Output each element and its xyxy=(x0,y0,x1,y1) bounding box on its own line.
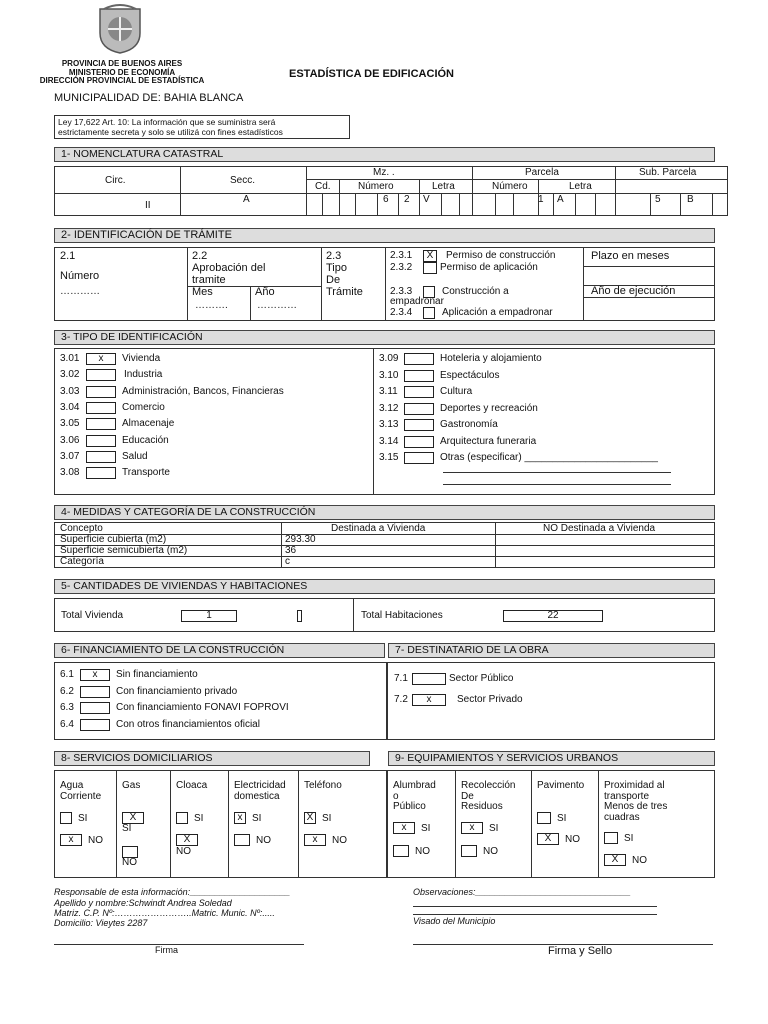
financiamiento-code: 6.4 xyxy=(60,718,74,730)
tipo-checkbox[interactable] xyxy=(86,402,116,414)
tipo-code: 3.15 xyxy=(379,452,399,463)
si-label: SI xyxy=(252,813,262,824)
tipo-checkbox[interactable] xyxy=(404,386,434,398)
responsable-line: Responsable de esta información:____________________ xyxy=(54,887,291,897)
c234-label: Aplicación a empadronar xyxy=(442,307,553,318)
cantidades-box xyxy=(54,598,715,632)
tipo-code: 3.04 xyxy=(60,401,80,413)
plazo-label: Plazo en meses xyxy=(591,250,670,262)
servicio-no-checkbox[interactable]: x xyxy=(304,834,326,846)
c234: 2.3.4 xyxy=(390,307,413,318)
section-5-header: 5- CANTIDADES DE VIVIENDAS Y HABITACIONES xyxy=(54,579,715,594)
servicio-no-checkbox[interactable]: X xyxy=(176,834,198,846)
tipo-label: Comercio xyxy=(122,401,165,413)
c21: 2.1 xyxy=(60,250,76,262)
tipo-label: Tipo xyxy=(326,262,347,274)
no-label: NO xyxy=(88,835,103,846)
no-label: NO xyxy=(122,857,137,868)
tipo-checkbox[interactable] xyxy=(86,467,116,479)
org-line-3: DIRECCIÓN PROVINCIAL DE ESTADÍSTICA xyxy=(39,76,205,85)
c232-checkbox[interactable] xyxy=(423,262,437,274)
tipo-code: 3.07 xyxy=(60,450,80,462)
tipo-label: Otras (especificar) ________________________ xyxy=(440,452,658,463)
no-label: NO xyxy=(256,835,271,846)
si-label: SI xyxy=(122,823,132,834)
total-habitaciones-label: Total Habitaciones xyxy=(361,610,443,621)
tipo-label: Hoteleria y alojamiento xyxy=(440,353,542,364)
section-9-header: 9- EQUIPAMIENTOS Y SERVICIOS URBANOS xyxy=(388,751,715,766)
servicio-si-checkbox[interactable]: x xyxy=(234,812,246,824)
tramite-label: Trámite xyxy=(326,286,363,298)
tipo-code: 3.12 xyxy=(379,402,399,414)
destinatario-checkbox[interactable] xyxy=(412,673,446,685)
row-cubierta-value: 293.30 xyxy=(285,534,316,545)
domicilio-line: Domicilio: Vieytes 2287 xyxy=(54,918,148,928)
financiamiento-checkbox[interactable] xyxy=(80,686,110,698)
section-8-header: 8- SERVICIOS DOMICILIARIOS xyxy=(54,751,370,766)
parcela-letter: A xyxy=(557,194,564,205)
tipo-checkbox[interactable] xyxy=(404,452,434,464)
aprobacion-2: tramite xyxy=(192,274,226,286)
c234-checkbox[interactable] xyxy=(423,307,435,319)
financiamiento-label: Con financiamiento FONAVI FOPROVI xyxy=(116,702,289,713)
si-label: SI xyxy=(78,813,88,824)
mz-letter: V xyxy=(423,194,430,205)
tipo-label: Cultura xyxy=(440,386,473,397)
total-vivienda-extra[interactable] xyxy=(297,610,302,622)
equipamiento-label: Residuos xyxy=(461,801,503,812)
equipamiento-no-checkbox[interactable]: X xyxy=(604,854,626,866)
destinatario-label: Sector Privado xyxy=(457,694,523,705)
mz-label: Mz. . xyxy=(373,167,395,178)
tipo-code: 3.03 xyxy=(60,385,80,397)
mes-dots: ………. xyxy=(195,300,228,311)
row-categoria-label: Categoría xyxy=(60,556,104,567)
financiamiento-label: Con financiamiento privado xyxy=(116,685,238,697)
aprobacion-1: Aprobación del xyxy=(192,262,266,274)
tipo-checkbox[interactable]: x xyxy=(86,353,116,365)
servicio-label: Electricidad xyxy=(234,780,286,791)
subparcela-letter: B xyxy=(687,194,694,205)
numero-label: Número xyxy=(358,181,394,192)
no-label: NO xyxy=(483,846,498,857)
tipo-label: Educación xyxy=(122,434,169,446)
letra-label: Letra xyxy=(432,181,455,192)
column-divider xyxy=(116,770,117,878)
anio-label: Año xyxy=(255,286,275,298)
tipo-code: 3.13 xyxy=(379,419,399,430)
cd-label: Cd. xyxy=(315,181,331,192)
financiamiento-label: Sin financiamiento xyxy=(116,669,198,680)
parcela-num: 1 xyxy=(538,194,544,205)
tipo-label: Espectáculos xyxy=(440,369,500,381)
total-vivienda-label: Total Vivienda xyxy=(61,610,124,621)
financiamiento-code: 6.3 xyxy=(60,702,74,713)
tipo-checkbox[interactable] xyxy=(404,403,434,415)
tipo-label: Gastronomía xyxy=(440,419,498,430)
equipamiento-label: De xyxy=(461,790,474,802)
vivienda-header: Destinada a Vivienda xyxy=(331,523,426,534)
equipamiento-label: Menos de tres xyxy=(604,801,668,812)
tipo-checkbox[interactable] xyxy=(86,435,116,447)
financiamiento-label: Con otros financiamientos oficial xyxy=(116,718,260,730)
c231: 2.3.1 xyxy=(390,250,413,261)
equipamiento-no-checkbox[interactable]: X xyxy=(537,833,559,845)
equipamiento-si-checkbox[interactable] xyxy=(604,832,618,844)
section-3-header: 3- TIPO DE IDENTIFICACIÓN xyxy=(54,330,715,345)
visado-label: Visado del Municipio xyxy=(413,916,496,926)
circ-value: II xyxy=(145,200,151,211)
section-4-header: 4- MEDIDAS Y CATEGORÍA DE LA CONSTRUCCIÓN xyxy=(54,505,715,520)
firma-label: Firma xyxy=(155,945,178,955)
row-semicubierta-value: 36 xyxy=(285,545,297,556)
tipo-checkbox[interactable] xyxy=(404,436,434,448)
tipo-checkbox[interactable] xyxy=(86,418,116,430)
secc-label: Secc. xyxy=(230,175,256,186)
si-label: SI xyxy=(624,833,634,844)
tipo-label: Administración, Bancos, Financieras xyxy=(122,385,284,397)
destinatario-code: 7.2 xyxy=(394,694,408,705)
total-habitaciones-field[interactable]: 22 xyxy=(503,610,603,622)
numero-label: Número xyxy=(60,270,100,282)
org-line-2: MINISTERIO DE ECONOMÍA xyxy=(68,68,176,77)
tipo-code: 3.10 xyxy=(379,369,399,381)
c231-label: Permiso de construcción xyxy=(446,250,556,261)
page-title: ESTADÍSTICA DE EDIFICACIÓN xyxy=(289,68,455,80)
tipo-checkbox[interactable] xyxy=(86,369,116,381)
equipamiento-si-checkbox[interactable]: x xyxy=(393,822,415,834)
ejecucion-label: Año de ejecución xyxy=(591,285,676,297)
destinatario-code: 7.1 xyxy=(394,673,408,684)
servicio-si-checkbox[interactable] xyxy=(176,812,188,824)
tipo-checkbox[interactable] xyxy=(86,386,116,398)
tipo-checkbox[interactable] xyxy=(404,353,434,365)
servicio-label: Teléfono xyxy=(304,780,342,791)
c233: 2.3.3 xyxy=(390,286,413,297)
tipo-label: Deportes y recreación xyxy=(440,402,538,414)
tipo-checkbox[interactable] xyxy=(404,419,434,431)
equipamiento-label: Público xyxy=(393,801,426,812)
servicio-si-checkbox[interactable] xyxy=(60,812,72,824)
column-divider xyxy=(170,770,171,878)
row-semicubierta-label: Superficie semicubierta (m2) xyxy=(60,545,188,556)
letra2-label: Letra xyxy=(569,181,592,192)
column-divider xyxy=(298,770,299,878)
tipo-code: 3.08 xyxy=(60,467,80,479)
equipamiento-label: Pavimento xyxy=(537,780,585,791)
c23: 2.3 xyxy=(326,250,342,262)
mz-num-2: 2 xyxy=(404,194,410,205)
anio-dots: ………… xyxy=(257,300,297,311)
mz-num-1: 6 xyxy=(383,194,389,205)
no-label: NO xyxy=(632,855,647,866)
mes-label: Mes xyxy=(192,286,213,298)
no-label: NO xyxy=(415,846,430,857)
financiamiento-checkbox[interactable]: x xyxy=(80,669,110,681)
financiamiento-code: 6.1 xyxy=(60,669,74,680)
apellido-line: Apellido y nombre:Schwindt Andrea Soledad xyxy=(54,898,232,908)
section-6-header: 6- FINANCIAMIENTO DE LA CONSTRUCCIÓN xyxy=(54,643,385,658)
row-categoria-value: c xyxy=(285,556,290,567)
parcela-label: Parcela xyxy=(525,167,559,178)
servicio-label: Agua xyxy=(60,780,84,791)
equipamiento-label: transporte xyxy=(604,790,650,802)
tipo-checkbox[interactable] xyxy=(86,451,116,463)
equipamiento-si-checkbox[interactable]: x xyxy=(461,822,483,834)
org-line-1: PROVINCIA DE BUENOS AIRES xyxy=(61,59,183,68)
column-divider xyxy=(531,770,532,878)
c22: 2.2 xyxy=(192,250,208,262)
no-vivienda-header: NO Destinada a Vivienda xyxy=(543,523,656,534)
destinatario-label: Sector Público xyxy=(449,673,514,684)
tramite-box xyxy=(54,247,715,321)
financiamiento-checkbox[interactable] xyxy=(80,702,110,714)
servicio-si-checkbox[interactable]: X xyxy=(122,812,144,824)
column-divider xyxy=(455,770,456,878)
tipo-code: 3.02 xyxy=(60,369,80,381)
medidas-table xyxy=(54,522,715,568)
tipo-code: 3.11 xyxy=(379,386,398,397)
municipality: MUNICIPALIDAD DE: BAHIA BLANCA xyxy=(54,92,244,104)
cadastral-table xyxy=(54,166,728,216)
servicio-label: Cloaca xyxy=(176,780,208,791)
tipo-code: 3.01 xyxy=(60,353,80,364)
destinatario-checkbox[interactable]: x xyxy=(412,694,446,706)
equipamiento-label: o xyxy=(393,790,399,802)
equipamiento-label: Proximidad al xyxy=(604,780,665,791)
tipo-checkbox[interactable] xyxy=(404,370,434,382)
numero-dots: ………… xyxy=(60,286,100,297)
tipo-code: 3.05 xyxy=(60,418,80,430)
subparcela-label: Sub. Parcela xyxy=(639,167,697,178)
servicio-label: Gas xyxy=(122,780,141,791)
column-divider xyxy=(228,770,229,878)
servicio-label-2: domestica xyxy=(234,791,280,802)
si-label: SI xyxy=(194,813,204,824)
column-divider xyxy=(598,770,599,878)
firma-sello-label: Firma y Sello xyxy=(548,945,613,957)
concepto-header: Concepto xyxy=(60,523,103,534)
financiamiento-code: 6.2 xyxy=(60,685,74,697)
equipamiento-no-checkbox[interactable] xyxy=(393,845,409,857)
servicio-label-2: Corriente xyxy=(60,791,102,802)
no-label: NO xyxy=(176,846,191,857)
coat-of-arms-logo xyxy=(96,3,144,55)
tipo-code: 3.09 xyxy=(379,353,399,364)
no-label: NO xyxy=(332,835,347,846)
observaciones-line: Observaciones:_______________________________ xyxy=(413,887,631,897)
circ-label: Circ. xyxy=(105,175,126,186)
subparcela-num: 5 xyxy=(655,194,661,205)
numero2-label: Número xyxy=(492,181,528,192)
equipamiento-no-checkbox[interactable] xyxy=(461,845,477,857)
de-label: De xyxy=(326,274,341,286)
tipo-code: 3.06 xyxy=(60,434,80,446)
servicio-no-checkbox[interactable] xyxy=(234,834,250,846)
c231-checkbox[interactable]: X xyxy=(423,250,437,262)
c232: 2.3.2 xyxy=(390,262,413,273)
tipo-label: Arquitectura funeraria xyxy=(440,435,537,447)
total-vivienda-field[interactable]: 1 xyxy=(181,610,237,622)
tipo-code: 3.14 xyxy=(379,435,399,447)
tipo-label: Vivienda xyxy=(122,353,161,364)
financiamiento-checkbox[interactable] xyxy=(80,719,110,731)
tipo-label: Industria xyxy=(124,369,163,381)
secc-value: A xyxy=(243,194,250,205)
equipamiento-label: cuadras xyxy=(604,811,640,823)
law-notice-box xyxy=(54,115,350,139)
c233-label-2: empadronar xyxy=(390,296,444,307)
si-label: SI xyxy=(557,813,567,824)
equipamiento-label: Alumbrad xyxy=(393,780,436,791)
si-label: SI xyxy=(489,823,499,834)
law-line-2: estrictamente secreta y solo se utilizá con fines estadísticos xyxy=(58,127,283,137)
c233-label: Construcción a xyxy=(442,286,509,297)
section-1-header: 1- NOMENCLATURA CATASTRAL xyxy=(54,147,715,162)
tipo-label: Salud xyxy=(122,450,148,462)
no-label: NO xyxy=(565,834,580,845)
section-7-header: 7- DESTINATARIO DE LA OBRA xyxy=(388,643,715,658)
c232-label: Permiso de aplicación xyxy=(440,262,538,273)
tipo-label: Transporte xyxy=(122,467,170,479)
si-label: SI xyxy=(421,823,431,834)
equipamiento-label: Recolección xyxy=(461,780,516,791)
law-line-1: Ley 17,622 Art. 10: La información que se suministra será xyxy=(58,117,276,127)
servicio-si-checkbox[interactable]: X xyxy=(304,812,316,824)
matric-line: Matriz. C.P. Nº:……………………..Matric. Munic. Nº:..... xyxy=(54,908,275,918)
tipo-label: Almacenaje xyxy=(122,418,175,430)
si-label: SI xyxy=(322,813,332,824)
section-2-header: 2- IDENTIFICACIÓN DE TRÁMITE xyxy=(54,228,715,243)
equipamiento-si-checkbox[interactable] xyxy=(537,812,551,824)
row-cubierta-label: Superficie cubierta (m2) xyxy=(60,534,167,545)
servicio-no-checkbox[interactable]: x xyxy=(60,834,82,846)
